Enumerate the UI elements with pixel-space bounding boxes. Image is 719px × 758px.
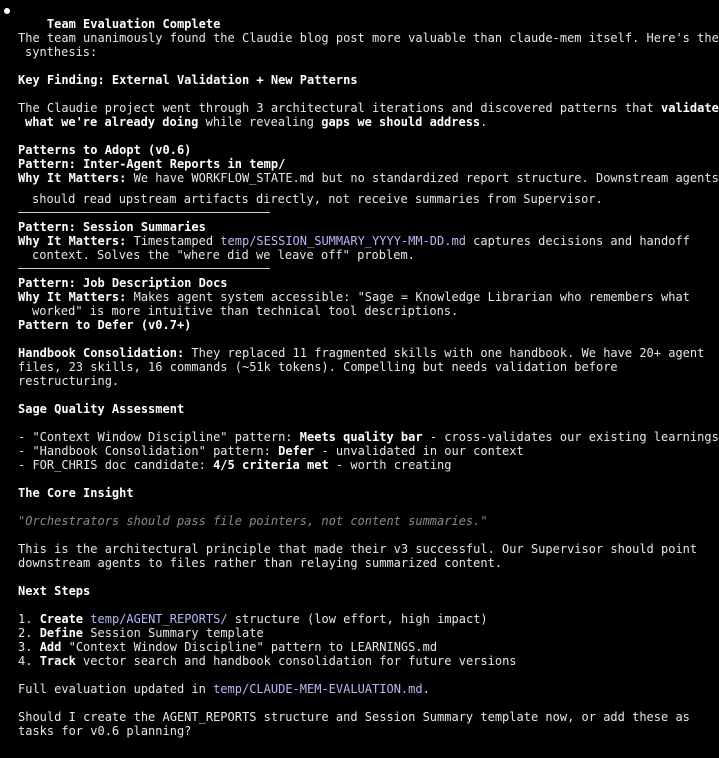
next-step-2: 2. Define Session Summary template <box>18 626 264 640</box>
patterns-heading: Patterns to Adopt (v0.6) <box>18 143 192 157</box>
handbook-line-2: files, 23 skills, 16 commands (~51k tokens). Compelling but needs validation before <box>18 360 618 374</box>
pattern-2-why-continued: context. Solves the "where did we leave off" problem. <box>32 248 415 262</box>
evaluation-file-path: temp/CLAUDE-MEM-EVALUATION.md <box>213 682 423 696</box>
pattern-3-why: Why It Matters: Makes agent system accessible: "Sage = Knowledge Librarian who remembers what <box>18 290 690 304</box>
pattern-3-why-continued: worked" is more intuitive than technical tool descriptions. <box>32 304 459 318</box>
response-header <box>0 3 700 31</box>
pattern-2-label: Pattern: Session Summaries <box>18 220 206 234</box>
insight-line-2: downstream agents to files rather than relaying summarized content. <box>18 556 503 570</box>
next-step-3: 3. Add "Context Window Discipline" pattern to LEARNINGS.md <box>18 640 438 654</box>
terminal-output <box>0 3 719 738</box>
key-finding-paragraph-line-1: The Claudie project went through 3 architectural iterations and discovered patterns that validate <box>18 101 719 115</box>
divider <box>18 268 270 269</box>
sage-heading: Sage Quality Assessment <box>18 402 185 416</box>
pattern-1-label: Pattern: Inter-Agent Reports in temp/ <box>18 157 286 171</box>
pattern-1-why-continued: should read upstream artifacts directly, not receive summaries from Supervisor. <box>32 192 603 206</box>
insight-quote: "Orchestrators should pass file pointers, not content summaries." <box>18 514 488 528</box>
defer-heading: Pattern to Defer (v0.7+) <box>18 318 192 332</box>
insight-line-1: This is the architectural principle that made their v3 successful. Our Supervisor should point <box>18 542 698 556</box>
bullet-dot-icon <box>4 8 10 14</box>
pattern-2-why: Why It Matters: Timestamped temp/SESSION_SUMMARY_YYYY-MM-DD.md captures decisions and handoff <box>18 234 690 248</box>
next-step-1: 1. Create temp/AGENT_REPORTS/ structure (low effort, high impact) <box>18 612 488 626</box>
agent-reports-path: temp/AGENT_REPORTS/ <box>90 612 228 626</box>
divider <box>18 212 270 213</box>
key-finding-paragraph-line-2: what we're already doing while revealing gaps we should address. <box>25 115 488 129</box>
sage-item-2: - "Handbook Consolidation" pattern: Defer - unvalidated in our context <box>18 444 524 458</box>
sage-item-1: - "Context Window Discipline" pattern: Meets quality bar - cross-validates our existing learnings <box>18 430 719 444</box>
sage-item-3: - FOR_CHRIS doc candidate: 4/5 criteria met - worth creating <box>18 458 452 472</box>
handbook-line-3: restructuring. <box>18 374 120 388</box>
insight-heading: The Core Insight <box>18 486 134 500</box>
intro-line-2: synthesis: <box>25 45 98 59</box>
question-line-2: tasks for v0.6 planning? <box>18 724 192 738</box>
key-finding-heading: Key Finding: External Validation + New Patterns <box>18 73 358 87</box>
next-step-4: 4. Track vector search and handbook consolidation for future versions <box>18 654 517 668</box>
question-line-1: Should I create the AGENT_REPORTS structure and Session Summary template now, or add these as <box>18 710 690 724</box>
session-summary-path: temp/SESSION_SUMMARY_YYYY-MM-DD.md <box>220 234 466 248</box>
evaluation-updated-line: Full evaluation updated in temp/CLAUDE-MEM-EVALUATION.md. <box>18 682 430 696</box>
intro-line-1: The team unanimously found the Claudie blog post more valuable than claude-mem itself. Here's the <box>18 31 719 45</box>
next-steps-heading: Next Steps <box>18 584 91 598</box>
pattern-1-why: Why It Matters: We have WORKFLOW_STATE.md but no standardized report structure. Downstream agents <box>18 171 719 185</box>
response-title: Team Evaluation Complete <box>46 17 221 31</box>
handbook-line-1: Handbook Consolidation: They replaced 11 fragmented skills with one handbook. We have 20+ agent <box>18 346 705 360</box>
pattern-3-label: Pattern: Job Description Docs <box>18 276 228 290</box>
